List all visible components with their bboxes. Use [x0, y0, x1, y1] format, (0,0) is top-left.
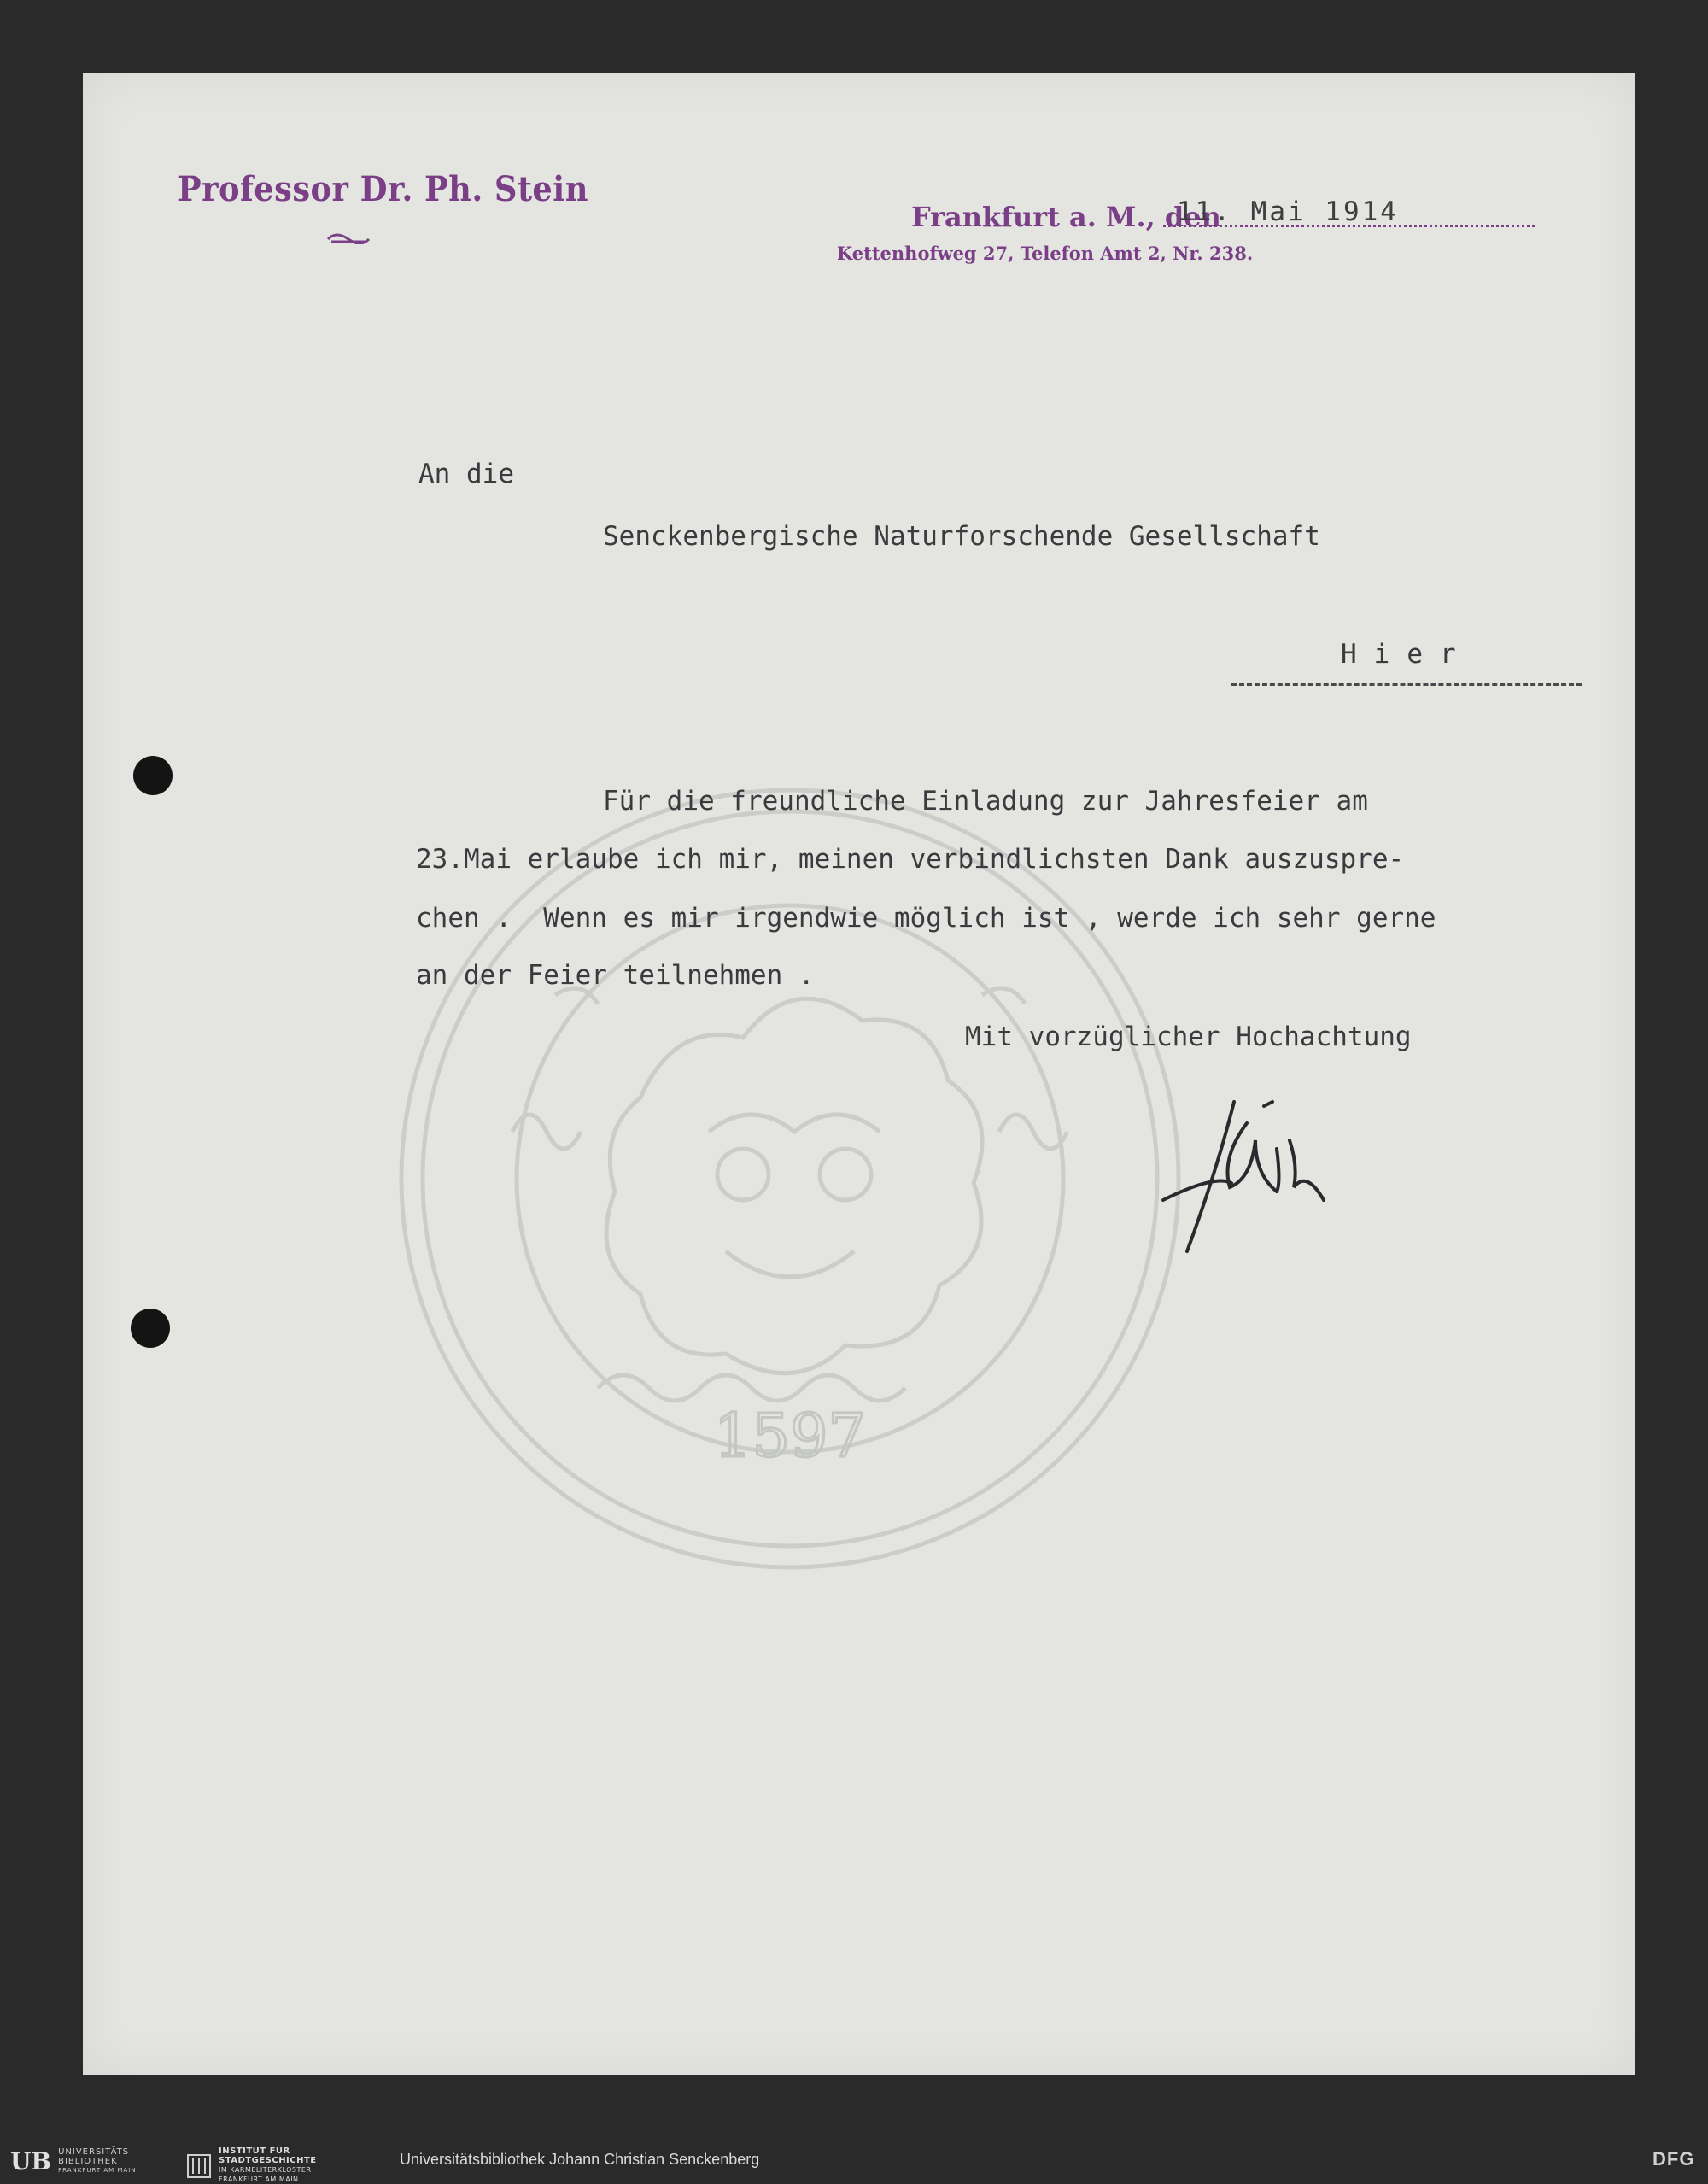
body-line-4: an der Feier teilnehmen . [416, 960, 815, 991]
hier-underline [1231, 683, 1582, 686]
letter-date: 11. Mai 1914 [1177, 196, 1399, 227]
embossed-seal [384, 773, 1196, 1584]
isg-logo-icon [186, 2152, 212, 2179]
recipient-line-2: Senckenbergische Naturforschende Gesellschaft [603, 521, 1320, 552]
body-line-3: chen . Wenn es mir irgendwie möglich ist , werde ich sehr gerne [416, 903, 1436, 934]
library-name: Universitätsbibliothek Johann Christian Senckenberg [400, 2151, 760, 2168]
dfg-logo: DFG [1652, 2148, 1695, 2169]
ub-logo-line-2: BIBLIOTHEK [58, 2156, 118, 2166]
date-dotted-line [1163, 225, 1535, 227]
isg-logo [186, 2146, 317, 2184]
closing: Mit vorzüglicher Hochachtung [965, 1022, 1412, 1052]
isg-logo-line-3: IM KARMELITERKLOSTER [219, 2166, 312, 2174]
viewer-footer [0, 2140, 1708, 2181]
body-line-2: 23.Mai erlaube ich mir, meinen verbindlichsten Dank auszusprе- [416, 844, 1405, 875]
body-line-1: Für die freundliche Einladung zur Jahresfeier am [603, 786, 1368, 817]
letterhead-name: Professor Dr. Ph. Stein [178, 169, 588, 209]
letterhead-place: Frankfurt a. M., den [911, 201, 1221, 233]
ub-logo-line-3: FRANKFURT AM MAIN [58, 2166, 137, 2174]
recipient-line-3: Hier [1341, 639, 1473, 670]
isg-logo-line-2: STADTGESCHICHTE [219, 2156, 317, 2165]
ornament-icon [326, 231, 371, 244]
isg-logo-line-1: INSTITUT FÜR [219, 2146, 290, 2156]
handwritten-signature [1153, 1089, 1358, 1260]
letterhead-address: Kettenhofweg 27, Telefon Amt 2, Nr. 238. [837, 243, 1254, 264]
ub-logo [10, 2146, 137, 2176]
ub-logo-mark: UB [10, 2146, 52, 2175]
seal-year: 1597 [713, 1401, 867, 1471]
punch-hole-bottom [131, 1309, 170, 1348]
punch-hole-top [133, 756, 173, 795]
recipient-line-1: An die [418, 459, 514, 489]
ub-logo-line-1: UNIVERSITÄTS [58, 2146, 130, 2157]
isg-logo-line-4: FRANKFURT AM MAIN [219, 2175, 299, 2183]
